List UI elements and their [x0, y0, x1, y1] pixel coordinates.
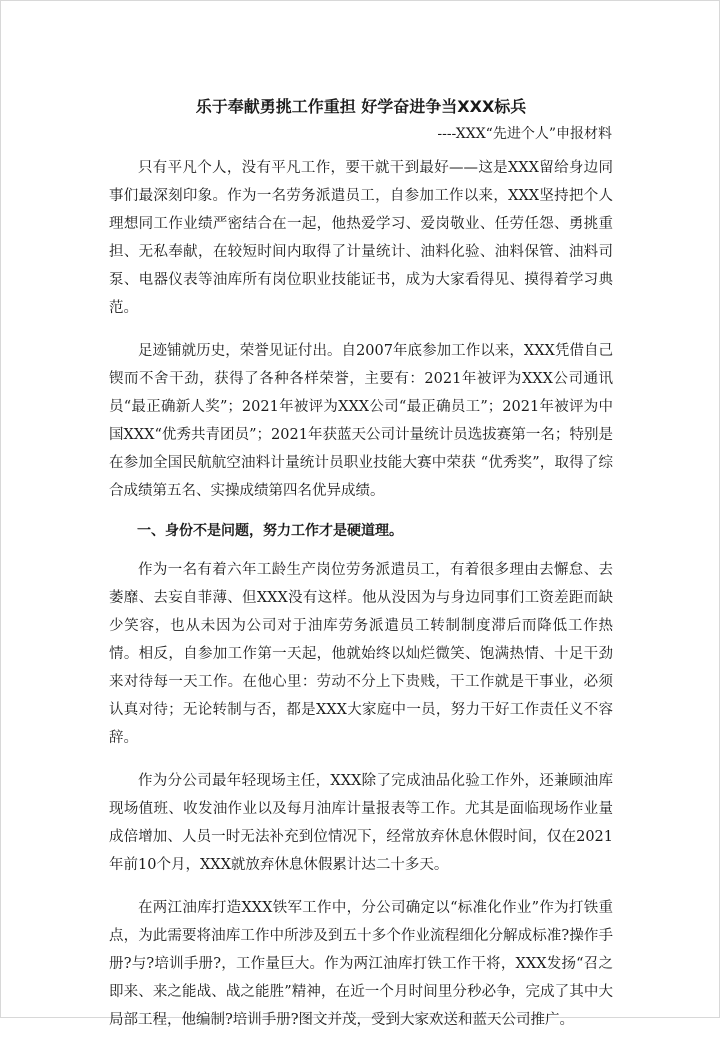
paragraph-intro: 只有平凡个人，没有平凡工作，要干就干到最好——这是XXX留给身边同事们最深刻印象。作为一名劳务派遣员工，自参加工作以来，XXX坚持把个人理想同工作业绩严密结合在一起，他热爱学习、爱岗敬业、任劳任怨、勇挑重担、无私奉献，在较短时间内取得了计量统计、油料化验、油料保管、油料司泵、电器仪表等油库所有岗位职业技能证书，成为大家看得见、摸得着学习典范。: [109, 160, 613, 316]
paragraph-standardization: 在两江油库打造XXX铁军工作中，分公司确定以“标准化作业”作为打铁重点，为此需要将油库工作中所涉及到五十多个作业流程细化分解成标准?操作手册?与?培训手册?，工作量巨大。作为两江油库打铁工作干将，XXX发扬“召之即来、来之能战、战之能胜”精神，在近一个月时间里分秒必争，完成了其中大局部工程，他编制?培训手册?图文并茂，受到大家欢送和蓝天公司推广。: [109, 900, 613, 1028]
paragraph-supervisor: 作为分公司最年轻现场主任，XXX除了完成油品化验工作外，还兼顾油库现场值班、收发油作业以及每月油库计量报表等工作。尤其是面临现场作业量成倍增加、人员一时无法补充到位情况下，经常放弃休息休假时间，仅在2021年前10个月，XXX就放弃休息休假累计达二十多天。: [109, 773, 613, 873]
document-subtitle: ----XXX“先进个人”申报材料: [437, 126, 612, 142]
paragraph-honors: 足迹铺就历史，荣誉见证付出。自2007年底参加工作以来，XXX凭借自己锲而不舍干劲，获得了各种各样荣誉，主要有：2021年被评为XXX公司通讯员“最正确新人奖”；2021年被评为XXX公司“最正确员工”；2021年被评为中国XXX“优秀共青团员”；2021年获蓝天公司计量统计员选拔赛第一名；特别是在参加全国民航航空油料计量统计员职业技能大赛中荣获 “优秀奖”，取得了综合成绩第五名、实操成绩第四名优异成绩。: [109, 343, 613, 499]
document-title: 乐于奉献勇挑工作重担 好学奋进争当XXX标兵: [195, 97, 527, 116]
paragraph-identity: 作为一名有着六年工龄生产岗位劳务派遣员工，有着很多理由去懈怠、去萎靡、去妄自菲薄、但XXX没有这样。他从没因为与身边同事们工资差距而缺少笑容，也从未因为公司对于油库劳务派遣员工转制制度滞后而降低工作热情。相反，自参加工作第一天起，他就始终以灿烂微笑、饱满热情、十足干劲来对待每一天工作。在他心里：劳动不分上下贵贱，干工作就是干事业，必须认真对待；无论转制与否，都是XXX大家庭中一员，努力干好工作责任义不容辞。: [109, 562, 613, 746]
section-heading: 一、身份不是问题，努力工作才是硬道理。: [137, 523, 403, 539]
document-body: [109, 154, 613, 1049]
